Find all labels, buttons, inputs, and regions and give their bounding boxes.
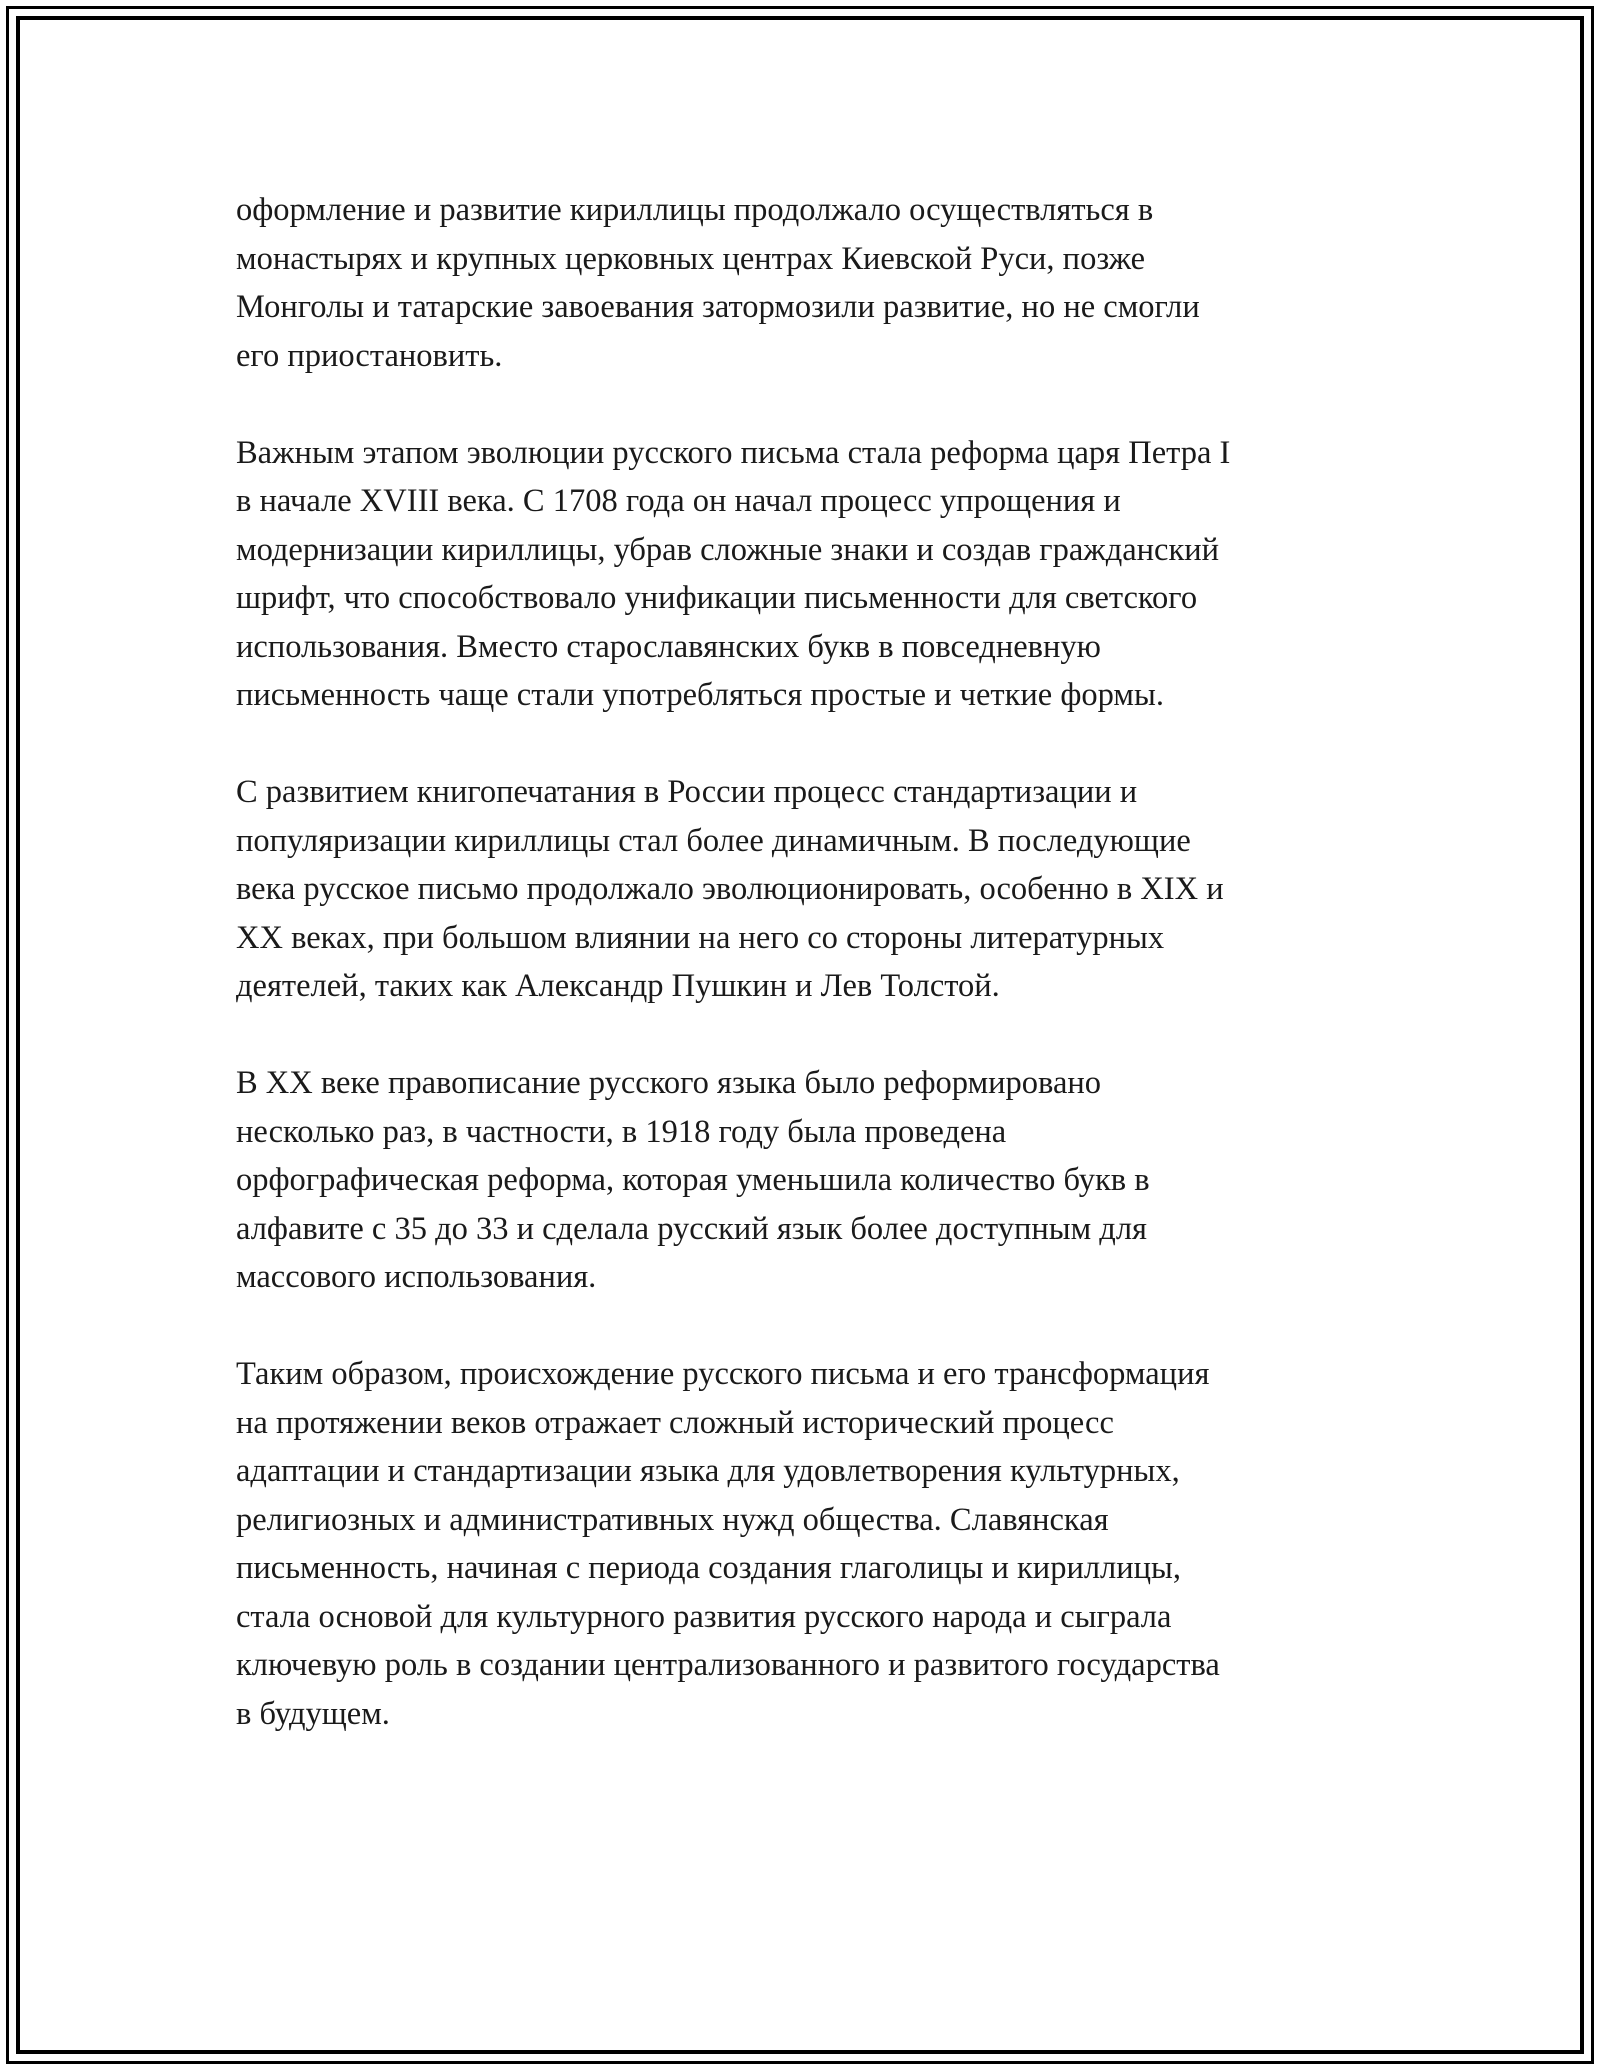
text-line: шрифт, что способствовало унификации письменности для светского <box>236 580 1198 616</box>
text-line: в начале XVIII века. С 1708 года он начал процесс упрощения и <box>236 483 1121 519</box>
text-line: Таким образом, происхождение русского письма и его трансформация <box>236 1356 1210 1392</box>
text-line: ключевую роль в создании централизованного и развитого государства <box>236 1647 1220 1683</box>
text-line: Важным этапом эволюции русского письма стала реформа царя Петра I <box>236 434 1231 471</box>
text-line: на протяжении веков отражает сложный исторический процесс <box>236 1404 1114 1441</box>
text-line: письменность, начиная с периода создания глаголицы и кириллицы, <box>236 1550 1182 1586</box>
text-line: его приостановить. <box>236 337 503 374</box>
text-line: несколько раз, в частности, в 1918 году была проведена <box>236 1113 1007 1150</box>
paragraph <box>236 768 1396 1011</box>
text-line: религиозных и административных нужд общества. Славянская <box>236 1501 1109 1538</box>
text-line: века русское письмо продолжало эволюционировать, особенно в XIX и <box>236 871 1224 907</box>
text-line: стала основой для культурного развития русского народа и сыграла <box>236 1598 1172 1635</box>
paragraph <box>236 186 1396 380</box>
document-body <box>236 186 1396 1787</box>
text-line: орфографическая реформа, которая уменьшила количество букв в <box>236 1162 1150 1198</box>
paragraph <box>236 1350 1396 1738</box>
text-line: адаптации и стандартизации языка для удовлетворения культурных, <box>236 1453 1180 1489</box>
paragraph <box>236 1059 1396 1302</box>
text-line: массового использования. <box>236 1259 597 1295</box>
text-line: использования. Вместо старославянских букв в повседневную <box>236 628 1101 665</box>
text-line: оформление и развитие кириллицы продолжало осуществляться в <box>236 192 1154 228</box>
text-line: модернизации кириллицы, убрав сложные знаки и создав гражданский <box>236 531 1220 568</box>
text-line: в будущем. <box>236 1695 390 1732</box>
text-line: письменность чаще стали употребляться простые и четкие формы. <box>236 677 1164 713</box>
text-line: С развитием книгопечатания в России процесс стандартизации и <box>236 774 1138 810</box>
text-line: алфавите с 35 до 33 и сделала русский язык более доступным для <box>236 1210 1147 1247</box>
text-line: В XX веке правописание русского языка было реформировано <box>236 1065 1102 1101</box>
text-line: Монголы и татарские завоевания затормозили развитие, но не смогли <box>236 289 1200 325</box>
text-line: XX веках, при большом влиянии на него со стороны литературных <box>236 919 1165 956</box>
text-line: деятелей, таких как Александр Пушкин и Лев Толстой. <box>236 968 1000 1004</box>
paragraph <box>236 429 1396 720</box>
text-line: популяризации кириллицы стал более динамичным. В последующие <box>236 822 1191 859</box>
text-line: монастырях и крупных церковных центрах Киевской Руси, позже <box>236 240 1146 277</box>
